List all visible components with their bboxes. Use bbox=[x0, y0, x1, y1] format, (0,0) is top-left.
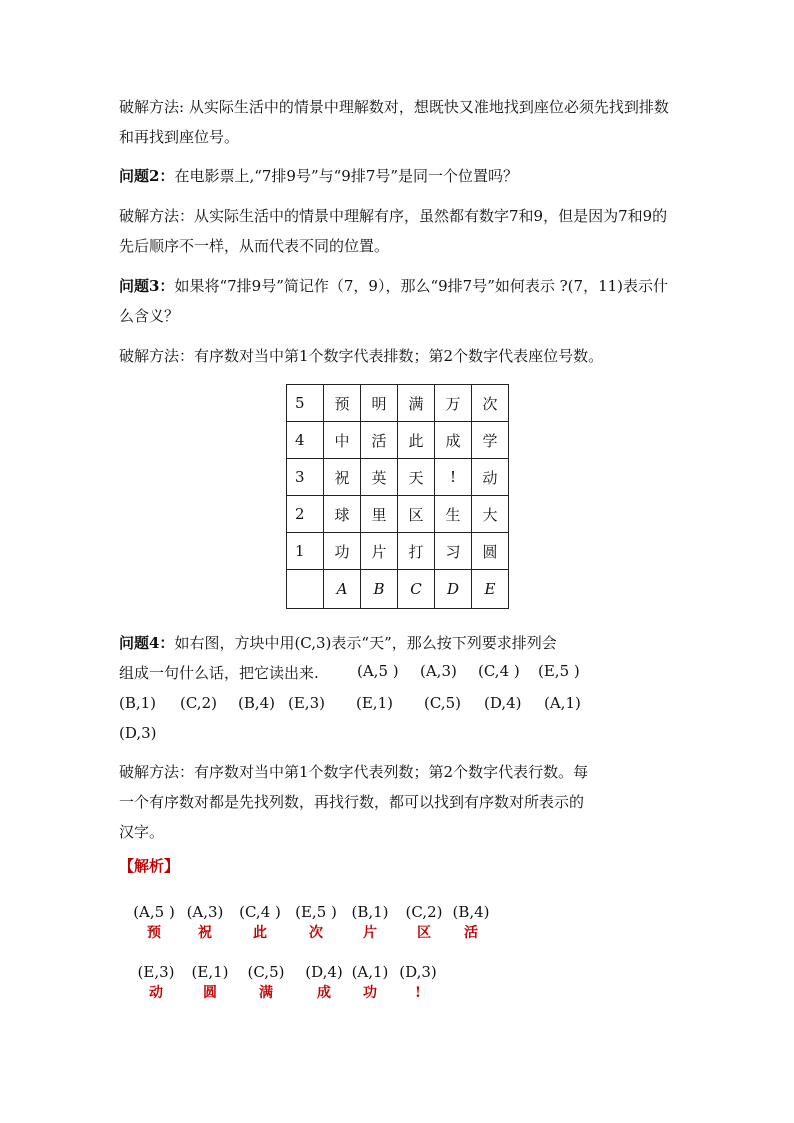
answer-char: 满 bbox=[259, 985, 273, 1001]
question-label: 问题2： bbox=[119, 167, 175, 185]
coord-item: (A,5 ) bbox=[357, 662, 399, 680]
coord-item: (D,3) bbox=[119, 724, 157, 742]
grid-cell: 预 bbox=[324, 385, 361, 422]
question-label: 问题3： bbox=[119, 277, 175, 295]
grid-row bbox=[287, 533, 509, 570]
method-label: 破解方法 bbox=[119, 98, 180, 116]
answer-char: ! bbox=[414, 985, 422, 1001]
coord-item: (B,4) bbox=[238, 694, 276, 712]
answer-coord: (D,3) bbox=[399, 963, 437, 981]
answer-row-1 bbox=[0, 901, 794, 961]
coord-item: (D,4) bbox=[484, 694, 522, 712]
question-3 bbox=[119, 271, 679, 331]
grid-cell: 万 bbox=[435, 385, 472, 422]
coord-list-line3 bbox=[0, 724, 794, 748]
grid-cell: 中 bbox=[324, 422, 361, 459]
column-label: B bbox=[361, 570, 398, 609]
answer-char: 次 bbox=[309, 925, 323, 941]
answer-coord: (C,2) bbox=[405, 903, 443, 921]
question-text: 如果将“7排9号”简记作（7，9），那么“9排7号”如何表示 ?(7，11)表示什么含义？ bbox=[119, 277, 669, 325]
row-number: 3 bbox=[287, 459, 324, 496]
grid-cell: 明 bbox=[361, 385, 398, 422]
answer-char: 此 bbox=[253, 925, 267, 941]
grid-cell: 英 bbox=[361, 459, 398, 496]
answer-item bbox=[388, 961, 448, 1003]
method-paragraph-2: 破解方法：从实际生活中的情景中理解有序，虽然都有数字7和9，但是因为7和9的先后顺序不一样，从而代表不同的位置。 bbox=[119, 207, 668, 255]
method-paragraph-4: 破解方法：有序数对当中第1个数字代表列数；第2个数字代表行数。每一个有序数对都是先找列数，再找行数，都可以找到有序数对所表示的汉字。 bbox=[119, 763, 589, 841]
answer-item bbox=[236, 961, 296, 1003]
grid-cell: 打 bbox=[398, 533, 435, 570]
row-number: 1 bbox=[287, 533, 324, 570]
row-number: 2 bbox=[287, 496, 324, 533]
answer-coord: (C,5) bbox=[247, 963, 285, 981]
answer-char: 区 bbox=[417, 925, 431, 941]
question-label: 问题4： bbox=[119, 634, 175, 652]
answer-coord: (E,5 ) bbox=[295, 903, 337, 921]
answer-item bbox=[175, 901, 235, 943]
answer-char: 预 bbox=[147, 925, 161, 941]
coord-item: (E,3) bbox=[288, 694, 325, 712]
answer-item bbox=[286, 901, 346, 943]
answer-coord: (B,4) bbox=[452, 903, 490, 921]
coord-list-line2 bbox=[0, 694, 794, 718]
column-axis-row bbox=[287, 570, 509, 609]
grid-cell: 球 bbox=[324, 496, 361, 533]
grid-cell: 活 bbox=[361, 422, 398, 459]
answer-item bbox=[340, 901, 400, 943]
answer-char: 成 bbox=[317, 985, 331, 1001]
column-label: A bbox=[324, 570, 361, 609]
grid-cell: 功 bbox=[324, 533, 361, 570]
column-label: D bbox=[435, 570, 472, 609]
grid-cell: 祝 bbox=[324, 459, 361, 496]
analysis-heading: 【解析】 bbox=[119, 857, 180, 875]
answer-char: 功 bbox=[363, 985, 377, 1001]
grid-cell: ! bbox=[435, 459, 472, 496]
grid-cell: 圆 bbox=[472, 533, 509, 570]
answer-coord: (A,5 ) bbox=[133, 903, 175, 921]
grid-cell: 次 bbox=[472, 385, 509, 422]
answer-coord: (A,3) bbox=[186, 903, 224, 921]
grid-cell: 成 bbox=[435, 422, 472, 459]
grid-cell: 动 bbox=[472, 459, 509, 496]
grid-row bbox=[287, 422, 509, 459]
coord-item: (C,5) bbox=[424, 694, 461, 712]
column-label: C bbox=[398, 570, 435, 609]
row-number: 4 bbox=[287, 422, 324, 459]
column-label: E bbox=[472, 570, 509, 609]
method-paragraph-3: 破解方法：有序数对当中第1个数字代表排数；第2个数字代表座位号数。 bbox=[119, 347, 604, 365]
answer-coord: (D,4) bbox=[305, 963, 343, 981]
grid-cell: 习 bbox=[435, 533, 472, 570]
method-text: : 从实际生活中的情景中理解数对，想既快又准地找到座位必须先找到排数和再找到座位号。 bbox=[119, 98, 669, 146]
answer-item bbox=[126, 961, 186, 1003]
question-text-line2: 组成一句什么话，把它读出来. bbox=[119, 664, 319, 682]
coord-item: (A,3) bbox=[420, 662, 457, 680]
grid-row bbox=[287, 385, 509, 422]
grid-cell: 里 bbox=[361, 496, 398, 533]
answer-char: 圆 bbox=[203, 985, 217, 1001]
answer-row-2 bbox=[0, 961, 794, 1021]
answer-item bbox=[180, 961, 240, 1003]
coord-item: (C,4 ) bbox=[478, 662, 520, 680]
grid-cell: 此 bbox=[398, 422, 435, 459]
grid-row bbox=[287, 459, 509, 496]
answer-coord: (E,1) bbox=[191, 963, 229, 981]
answer-item bbox=[441, 901, 501, 943]
answer-char: 片 bbox=[363, 925, 377, 941]
answer-coord: (A,1) bbox=[351, 963, 389, 981]
question-2 bbox=[119, 161, 679, 191]
grid-cell: 片 bbox=[361, 533, 398, 570]
coord-item: (E,1) bbox=[356, 694, 393, 712]
row-number: 5 bbox=[287, 385, 324, 422]
grid-cell: 区 bbox=[398, 496, 435, 533]
answer-coord: (E,3) bbox=[137, 963, 175, 981]
answer-item bbox=[230, 901, 290, 943]
question-text: 在电影票上,“7排9号”与“9排7号”是同一个位置吗？ bbox=[174, 167, 519, 185]
answer-coord: (B,1) bbox=[351, 903, 389, 921]
coord-item: (A,1) bbox=[544, 694, 581, 712]
method-paragraph-1 bbox=[119, 92, 679, 152]
grid-cell: 大 bbox=[472, 496, 509, 533]
grid-cell: 生 bbox=[435, 496, 472, 533]
answer-char: 动 bbox=[149, 985, 163, 1001]
grid-row bbox=[287, 496, 509, 533]
coord-item: (E,5 ) bbox=[538, 662, 580, 680]
answer-char: 祝 bbox=[198, 925, 212, 941]
coord-item: (B,1) bbox=[119, 694, 157, 712]
corner-cell bbox=[287, 570, 324, 609]
coord-list-line1 bbox=[0, 662, 794, 686]
grid-cell: 天 bbox=[398, 459, 435, 496]
answer-char: 活 bbox=[464, 925, 478, 941]
grid-cell: 满 bbox=[398, 385, 435, 422]
question-text: 如右图，方块中用(C,3)表示“天”，那么按下列要求排列会 bbox=[174, 634, 557, 652]
answer-coord: (C,4 ) bbox=[239, 903, 281, 921]
grid-cell: 学 bbox=[472, 422, 509, 459]
character-grid bbox=[286, 384, 509, 609]
coord-item: (C,2) bbox=[180, 694, 217, 712]
